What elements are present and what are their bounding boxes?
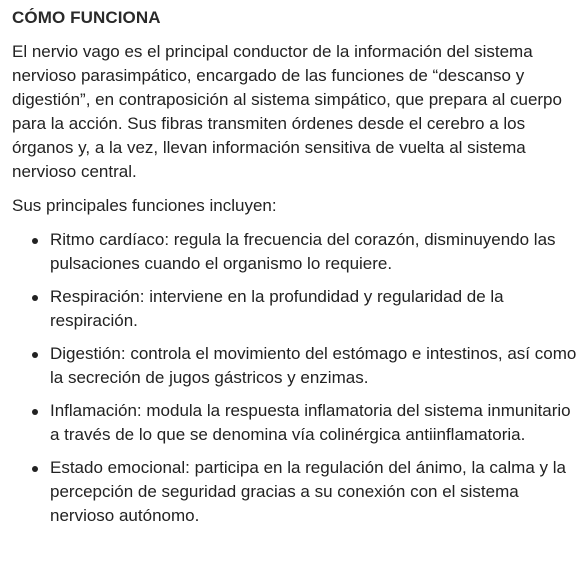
intro-paragraph: El nervio vago es el principal conductor de la información del sistema nervioso parasimpático, encargado de las funciones de “descanso y digestión”, en contraposición al sistema simpático, que prepara al cuerpo para la acción. Sus fibras transmiten órdenes desde el cerebro a los órganos y, a la vez, llevan información sensitiva de vuelta al sistema nervioso central.: [12, 42, 562, 181]
list-item-text: Ritmo cardíaco: regula la frecuencia del corazón, disminuyendo las pulsaciones cuando el organismo lo requiere.: [50, 230, 556, 273]
list-item-text: Estado emocional: participa en la regulación del ánimo, la calma y la percepción de seguridad gracias a su conexión con el sistema nervioso autónomo.: [50, 458, 566, 525]
bullet-icon: [32, 466, 38, 472]
functions-list: [12, 228, 584, 528]
list-item-text: Digestión: controla el movimiento del estómago e intestinos, así como la secreción de jugos gástricos y enzimas.: [50, 344, 577, 387]
list-intro: Sus principales funciones incluyen:: [12, 196, 277, 215]
list-item-text: Respiración: interviene en la profundidad y regularidad de la respiración.: [50, 287, 504, 330]
list-item: [12, 342, 578, 390]
bullet-icon: [32, 238, 38, 244]
list-item-text: Inflamación: modula la respuesta inflamatoria del sistema inmunitario a través de lo que se denomina vía colinérgica antiinflamatoria.: [50, 401, 571, 444]
bullet-icon: [32, 295, 38, 301]
list-item: [12, 228, 578, 276]
bullet-icon: [32, 352, 38, 358]
bullet-icon: [32, 409, 38, 415]
list-item: [12, 456, 578, 528]
section-heading: CÓMO FUNCIONA: [12, 8, 161, 27]
list-item: [12, 285, 578, 333]
list-item: [12, 399, 578, 447]
